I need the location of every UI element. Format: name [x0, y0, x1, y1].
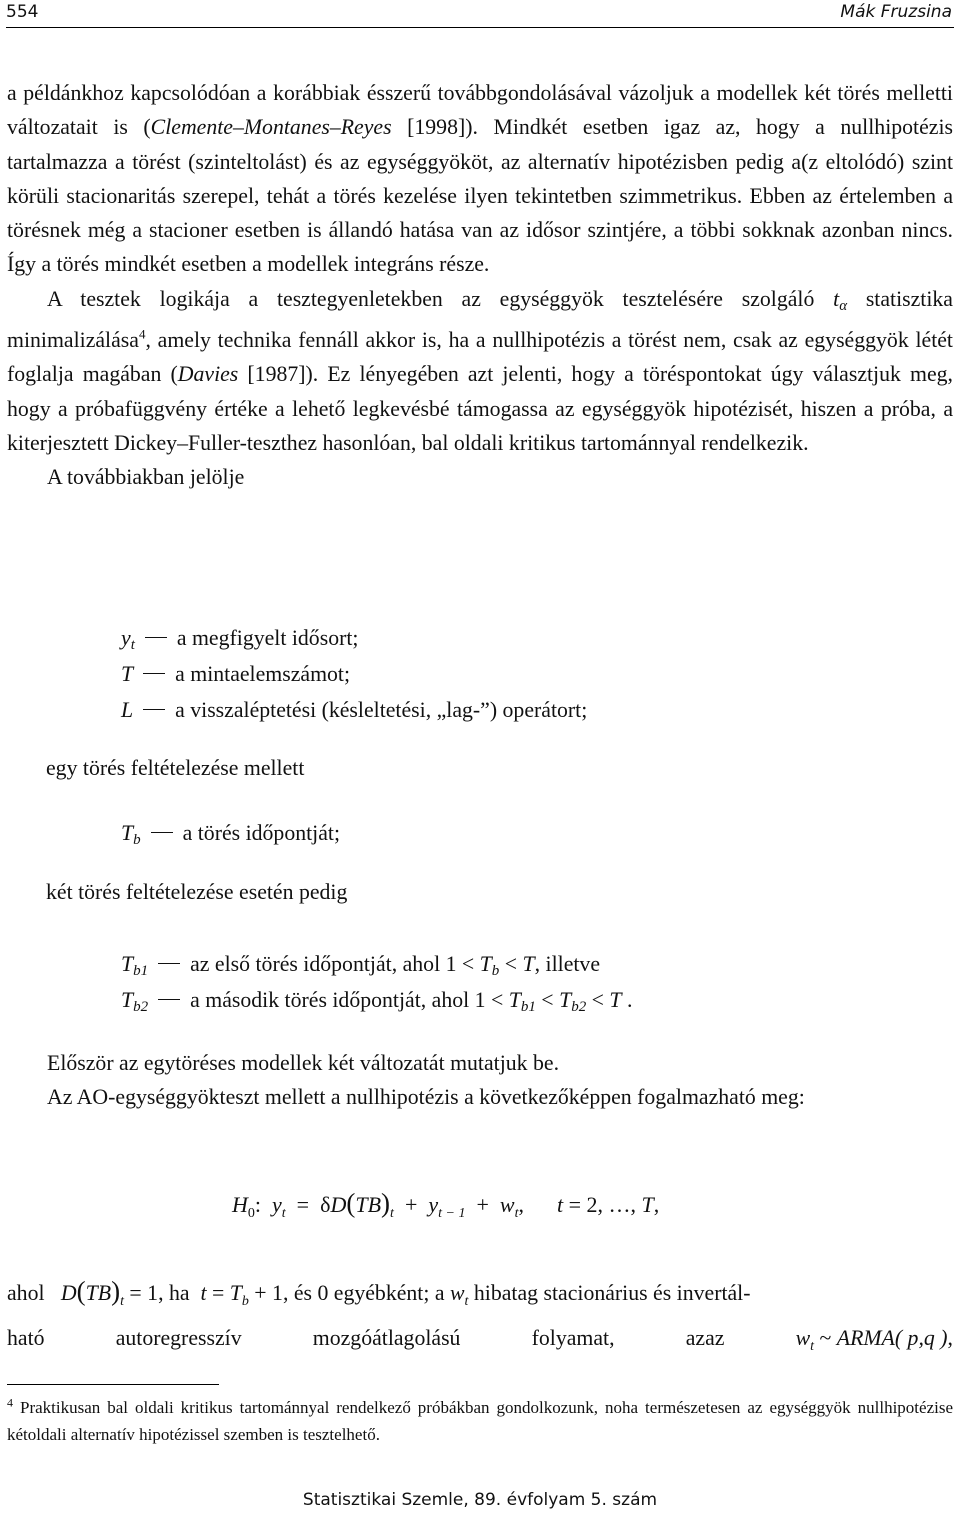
def-subscript: b1: [133, 963, 149, 979]
paragraph-3: A továbbiakban jelölje: [47, 465, 245, 490]
running-footer: Statisztikai Szemle, 89. évfolyam 5. szám: [302, 1490, 658, 1510]
footnote-number: 4: [7, 1395, 13, 1410]
alpha-subscript: α: [839, 297, 848, 314]
def-text: <: [586, 988, 610, 1012]
hato-line: [7, 1326, 953, 1355]
def-subscript: b: [133, 832, 141, 848]
def-symbol: y: [121, 626, 131, 650]
paragraph-1: [7, 76, 953, 282]
math-T: T: [229, 1281, 242, 1305]
formula-TB: TB: [355, 1192, 382, 1217]
math-T: T: [522, 952, 535, 976]
intro-one-break: egy törés feltételezése mellett: [46, 756, 305, 780]
math-eq: =: [206, 1281, 230, 1305]
body-text: [7, 76, 953, 495]
def-symbol: T: [121, 821, 134, 845]
def-text: .: [621, 988, 633, 1012]
math-w: w: [795, 1326, 811, 1350]
math-t: t: [200, 1281, 207, 1305]
formula-H-sub: 0: [247, 1206, 255, 1221]
formula-comma: ,: [518, 1192, 524, 1217]
formula-rparen: ): [381, 1188, 391, 1218]
ha-word: , ha: [158, 1281, 190, 1305]
def-text: az első törés időpontját, ahol 1 <: [190, 952, 480, 976]
formula-w: w: [499, 1192, 515, 1217]
formula-y: y: [272, 1192, 282, 1217]
lparen: (: [76, 1276, 86, 1306]
math-sub: b: [241, 1294, 249, 1309]
math-T: T: [508, 988, 521, 1012]
formula-y-lag: y: [428, 1192, 439, 1217]
formula-H: H: [232, 1192, 248, 1217]
formula-plus: +: [476, 1192, 489, 1217]
word: mozgóátlagolású: [312, 1326, 461, 1350]
ahol-text-end: hibatag stacionárius és invertál-: [473, 1281, 751, 1305]
paragraph-2-text-c: , amely technika fennáll akkor is, ha a nullhipotézis a törést nem, csak az egységgyök létét foglalja magában (: [7, 328, 953, 387]
def-symbol: L: [121, 698, 134, 722]
def-subscript: t: [130, 637, 135, 653]
math-T: T: [479, 952, 492, 976]
math-eq: = 1: [123, 1281, 159, 1305]
ahol-text: , és 0 egyébként; a: [282, 1281, 445, 1305]
definition-y: [121, 620, 587, 656]
definition-Tb2: [121, 982, 632, 1018]
formula-plus: +: [404, 1192, 418, 1217]
formula-w-sub: t: [514, 1206, 519, 1221]
em-dash: [158, 963, 180, 964]
math-sub: b: [491, 963, 500, 979]
math-sub: b2: [571, 999, 587, 1015]
body-text-2: [7, 1046, 953, 1115]
formula-lparen: (: [346, 1188, 356, 1218]
def-text: a megfigyelt idősort;: [176, 626, 359, 650]
math-sub: b1: [520, 999, 536, 1015]
word: azaz: [685, 1326, 725, 1350]
def-text: , illetve: [534, 952, 600, 976]
em-dash: [158, 999, 180, 1000]
t-symbol: t: [833, 286, 840, 311]
def-text: a második törés időpontját, ahol 1 <: [190, 988, 509, 1012]
word: ható: [7, 1326, 45, 1350]
paragraph-1-text-a: a példánkhoz kapcsolódóan a korábbiak ésszerű továbbgondolásával vázoljuk a modellek két törés melletti változatait is (: [7, 81, 953, 140]
math-sub: t: [464, 1294, 469, 1309]
formula-y-lag-sub: t − 1: [438, 1206, 466, 1221]
em-dash: [145, 637, 167, 638]
math-plus1: + 1: [248, 1281, 283, 1305]
footnote-rule: [7, 1384, 219, 1385]
definition-list-3: [121, 946, 632, 1018]
word: autoregresszív: [115, 1326, 242, 1350]
hato-math: [796, 1326, 953, 1355]
math-sub: t: [120, 1294, 124, 1309]
rparen: ): [111, 1276, 121, 1306]
math-w: w: [450, 1281, 465, 1305]
math-comma: ,: [947, 1326, 953, 1350]
formula-D: D: [330, 1192, 347, 1217]
page-number: 554: [6, 2, 39, 22]
math-D: D: [60, 1281, 77, 1305]
math-T: T: [559, 988, 572, 1012]
def-symbol: T: [121, 952, 134, 976]
paragraph-ao: Az AO-egységgyökteszt mellett a nullhipotézis a következőképpen fogalmazható meg:: [47, 1085, 805, 1110]
running-author: Mák Fruzsina: [840, 2, 952, 22]
def-text: <: [535, 988, 560, 1012]
word: folyamat,: [531, 1326, 615, 1350]
math-tilde: ~: [819, 1326, 832, 1350]
math-TB: TB: [85, 1281, 112, 1305]
formula-y-sub: t: [281, 1206, 286, 1221]
def-symbol: T: [121, 662, 134, 686]
formula-colon: :: [254, 1192, 262, 1217]
footnote-ref: 4: [138, 326, 146, 342]
formula-eq: =: [296, 1192, 310, 1217]
footnote: [7, 1394, 953, 1448]
intro-two-breaks: két törés feltételezése esetén pedig: [46, 880, 348, 904]
def-symbol: T: [121, 988, 134, 1012]
running-header: [6, 0, 952, 26]
paragraph-2-text-a: A tesztek logikája a tesztegyenletekben az egységgyök tesztelésére szolgáló: [47, 286, 834, 311]
definition-list-2: [121, 815, 340, 858]
footnote-text: Praktikusan bal oldali kritikus tartománnyal rendelkező próbákban gondolkozunk, noha természetesen az egységgyök nullhipotézise kétoldali alternatív hipotézissel szemben is tesztelhető.: [7, 1398, 953, 1444]
formula-h0: [232, 1188, 659, 1222]
definition-L: [121, 692, 587, 728]
definition-list-1: [121, 620, 587, 728]
definition-Tb1: [121, 946, 632, 982]
paragraph-2-text-d: [1987]). Ez lényegében azt jelenti, hogy a töréspontokat úgy választjuk meg, hogy a próbafüggvény értéke a lehető legkevésbé támogassa az egységgyök hipotézisét, hiszen a próba, a kiterjesztett Dickey–Fuller-teszthez hasonlóan, bal oldali kritikus tartománnyal rendelkezik.: [7, 362, 954, 455]
formula-range-T: T: [641, 1192, 654, 1217]
def-text: a mintaelemszámot;: [175, 662, 351, 686]
formula-delta: δ: [320, 1192, 331, 1217]
math-sub: t: [810, 1339, 815, 1354]
formula-D-sub: t: [390, 1206, 394, 1221]
definition-T: [121, 656, 587, 692]
definition-Tb: [121, 815, 340, 858]
em-dash: [143, 709, 165, 710]
math-T: T: [609, 988, 622, 1012]
em-dash: [151, 832, 173, 833]
paragraph-first: Először az egytöréses modellek két változatát mutatjuk be.: [47, 1051, 560, 1075]
def-subscript: b2: [133, 999, 149, 1015]
paragraph-1-text-b: [1998]). Mindkét esetben igaz az, hogy a nullhipotézis tartalmazza a törést (szinteltolást) és az egységgyököt, az alternatív hipotézisben pedig a(z eltolódó) szint körüli stacionaritás szerepel, tehát a törés kezelése ilyen tekintetben szimmetrikus. Ebben az értelemben a törésnek még a stacioner esetben is állandó hatása van az idősor szintjére, a többi sokknak azonban nincs. Így a törés mindkét esetben a modellek integráns része.: [7, 115, 953, 277]
formula-range-end: ,: [653, 1192, 660, 1217]
ahol-word: ahol: [7, 1281, 45, 1305]
citation-clemente: Clemente–Montanes–Reyes: [150, 115, 392, 140]
header-rule: [6, 27, 954, 28]
ahol-line: [7, 1276, 953, 1310]
formula-range-t: t: [556, 1192, 564, 1217]
math-arma: ARMA( p,q ): [836, 1326, 948, 1350]
citation-davies: Davies: [177, 362, 239, 387]
formula-range: = 2, …,: [568, 1192, 642, 1217]
paragraph-2-text-b: statisztika minimalizálása: [7, 286, 953, 353]
def-text: <: [499, 952, 523, 976]
paragraph-2: [7, 282, 953, 460]
em-dash: [143, 673, 165, 674]
def-text: a visszaléptetési (késleltetési, „lag-”) operátort;: [175, 698, 588, 722]
def-text: a törés időpontját;: [182, 821, 341, 845]
